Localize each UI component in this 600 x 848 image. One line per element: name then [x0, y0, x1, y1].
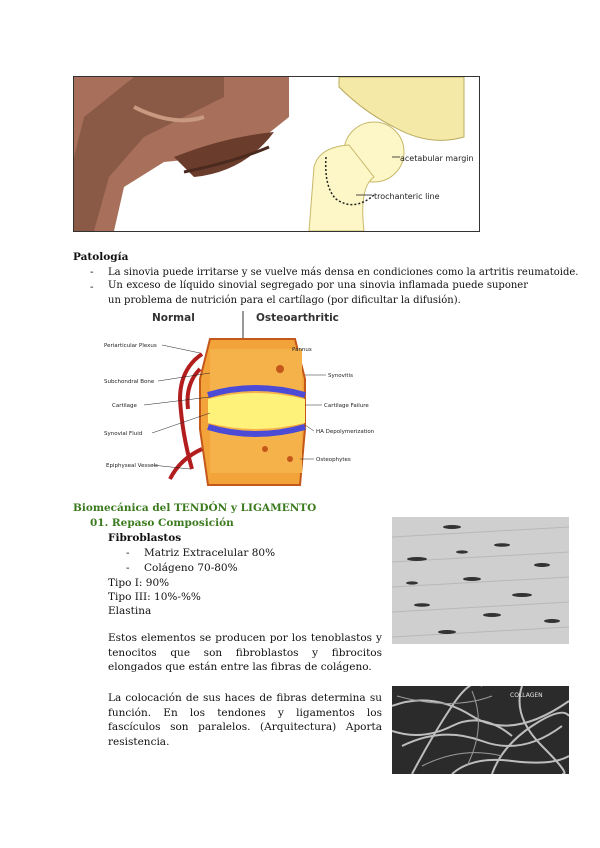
label-cartilage-failure: Cartilage Failure	[324, 403, 369, 409]
label-periarticular-plexus: Periarticular Plexus	[104, 343, 157, 349]
elastina-item: Elastina	[108, 605, 152, 617]
collagen-micrograph	[392, 686, 569, 774]
label-synovial-fluid: Synovial Fluid	[104, 431, 143, 437]
repaso-composicion-heading: 01. Repaso Composición	[90, 517, 234, 529]
label-osteophytes: Osteophytes	[316, 457, 351, 463]
label-epiphyseal-vessels: Epiphyseal Vessels	[106, 463, 158, 469]
synovial-fluid	[208, 393, 305, 429]
normal-title: Normal	[152, 312, 195, 324]
patologia-bullet-1: La sinovia puede irritarse y se vuelve más densa en condiciones como la artritis reumatoide.	[108, 267, 579, 278]
bullet-dash: -	[126, 547, 130, 559]
osteoarthritic-title: Osteoarthritic	[256, 312, 339, 324]
patologia-heading: Patología	[73, 251, 129, 263]
collagen-micrograph-svg	[392, 686, 569, 774]
tendon-micrograph	[392, 517, 569, 644]
joint-diagram	[100, 309, 375, 487]
tipo3-item: Tipo III: 10%-%%	[108, 591, 201, 603]
label-ha-depolymerization: HA Depolymerization	[316, 429, 375, 435]
label-subchondral-bone: Subchondral Bone	[104, 379, 155, 385]
label-cartilage: Cartilage	[112, 403, 137, 409]
acetabular-margin-label: acetabular margin	[400, 154, 474, 163]
tendon-micrograph-svg	[392, 517, 569, 644]
bullet-dash: -	[90, 266, 94, 278]
matriz-item: Matriz Extracelular 80%	[144, 547, 276, 559]
colageno-item: Colágeno 70-80%	[144, 562, 238, 574]
bullet-dash: -	[90, 281, 94, 293]
label-pannus: Pannus	[292, 347, 312, 353]
label-synovitis: Synovitis	[328, 373, 353, 379]
trochanteric-line-label: trochanteric line	[374, 192, 440, 201]
joint-diagram-svg	[100, 309, 375, 487]
bullet-dash: -	[126, 562, 130, 574]
biomecanica-heading: Biomecánica del TENDÓN y LIGAMENTO	[73, 502, 317, 514]
tipo1-item: Tipo I: 90%	[108, 577, 170, 589]
hip-figure-svg	[74, 77, 479, 231]
paragraph-tenoblastos: Estos elementos se producen por los tenoblastos y tenocitos que son fibroblastos y fibrocitos elongados que están entre las fibras de colágeno.	[108, 632, 382, 673]
collagen-label: COLLAGEN	[510, 692, 543, 699]
paragraph-colocacion: La colocación de sus haces de fibras determina su función. En los tendones y ligamentos los fascículos son paralelos. (Arquitectura) Aporta resistencia.	[108, 692, 382, 748]
fibroblastos-label: Fibroblastos	[108, 532, 182, 544]
patologia-bullet-2: Un exceso de líquido sinovial segregado por una sinovia inflamada puede suponer un problema de nutrición para el cartílago (por dificultar la difusión).	[108, 280, 528, 306]
hip-figure	[73, 76, 480, 232]
